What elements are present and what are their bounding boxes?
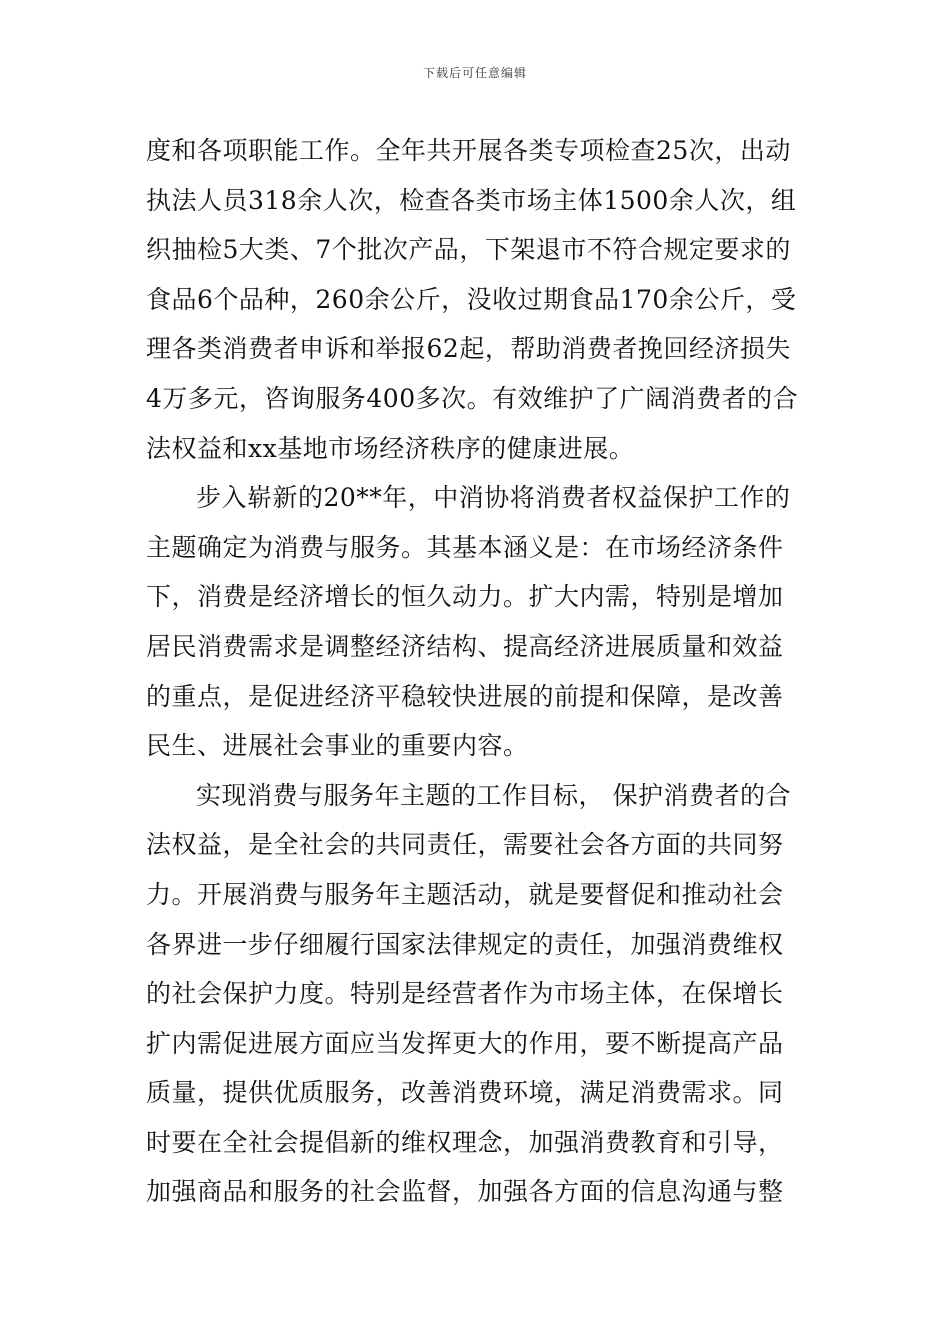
paragraph-line: 的社会保护力度。特别是经营者作为市场主体，在保增长 [146,979,784,1009]
paragraph-line: 法权益和xx基地市场经济秩序的健康进展。 [146,433,635,463]
paragraph-1 [146,126,810,473]
paragraph-line: 各界进一步仔细履行国家法律规定的责任，加强消费维权 [146,929,784,959]
paragraph-line: 主题确定为消费与服务。其基本涵义是：在市场经济条件 [146,532,784,562]
paragraph-line: 时要在全社会提倡新的维权理念，加强消费教育和引导， [146,1127,784,1157]
paragraph-line: 食品6个品种，260余公斤，没收过期食品170余公斤，受 [146,284,797,314]
paragraph-line: 步入崭新的20**年，中消协将消费者权益保护工作的 [196,483,791,513]
paragraph-line: 理各类消费者申诉和举报62起，帮助消费者挽回经济损失 [146,334,791,364]
paragraph-line: 力。开展消费与服务年主题活动，就是要督促和推动社会 [146,879,784,909]
paragraph-line: 执法人员318余人次，检查各类市场主体1500余人次，组 [146,185,797,215]
header-note: 下载后可任意编辑 [422,66,527,80]
paragraph-line: 实现消费与服务年主题的工作目标， 保护消费者的合 [196,780,791,810]
paragraph-line: 质量，提供优质服务，改善消费环境，满足消费需求。同 [146,1078,784,1108]
paragraph-line: 下，消费是经济增长的恒久动力。扩大内需，特别是增加 [146,582,784,612]
paragraph-2 [146,473,810,771]
paragraph-line: 加强商品和服务的社会监督，加强各方面的信息沟通与整 [146,1177,784,1207]
paragraph-3 [146,771,810,1217]
paragraph-line: 织抽检5大类、7个批次产品，下架退市不符合规定要求的 [146,235,791,265]
paragraph-line: 扩内需促进展方面应当发挥更大的作用，要不断提高产品 [146,1028,784,1058]
paragraph-line: 法权益，是全社会的共同责任，需要社会各方面的共同努 [146,830,784,860]
document-body [146,126,810,1217]
paragraph-line: 的重点，是促进经济平稳较快进展的前提和保障，是改善 [146,681,784,711]
paragraph-line: 民生、进展社会事业的重要内容。 [146,731,529,761]
paragraph-line: 4万多元，咨询服务400多次。有效维护了广阔消费者的合 [146,383,799,413]
paragraph-line: 居民消费需求是调整经济结构、提高经济进展质量和效益 [146,631,784,661]
paragraph-line: 度和各项职能工作。全年共开展各类专项检查25次，出动 [146,136,791,165]
